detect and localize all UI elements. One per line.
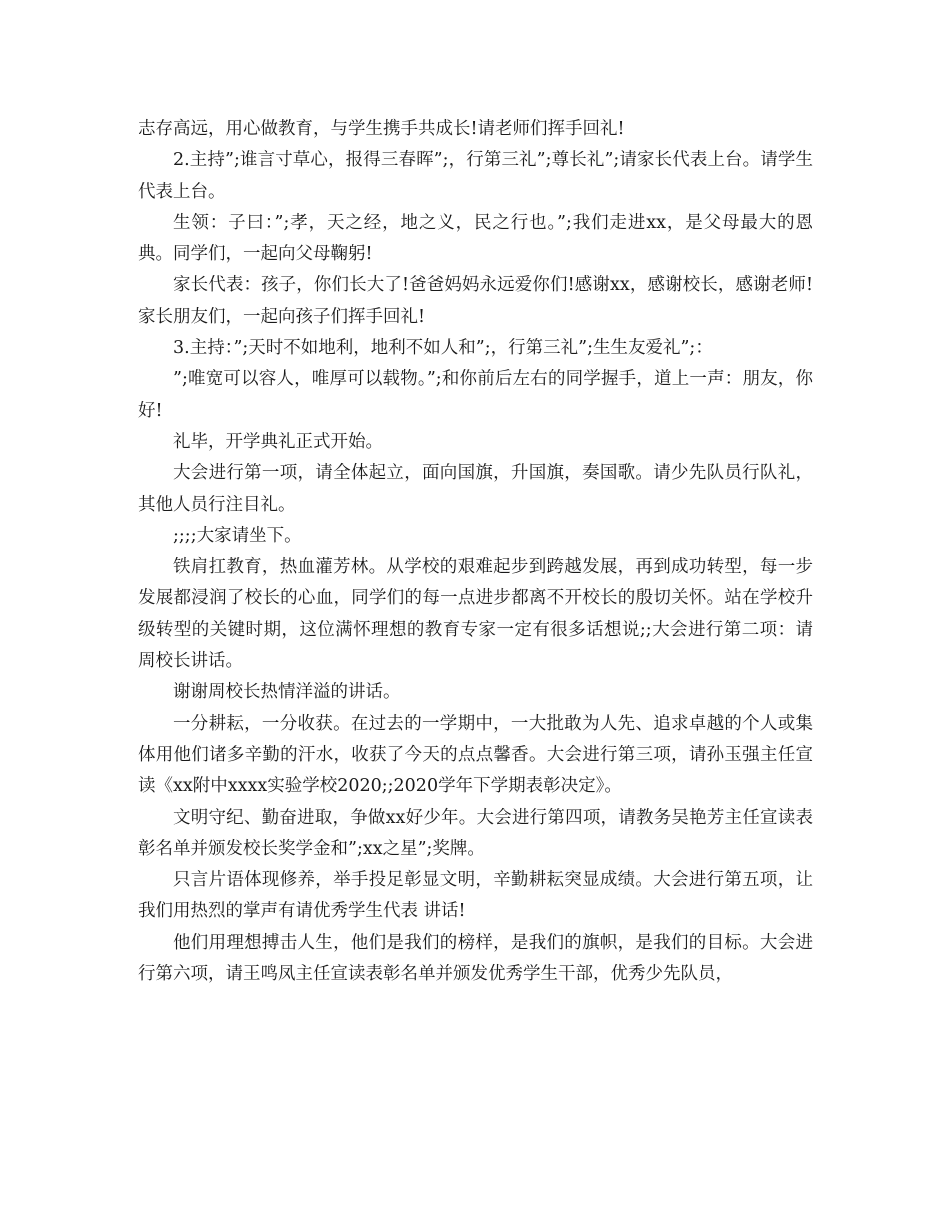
- paragraph-5: 3.主持：”;天时不如地利，地利不如人和”;，行第三礼”;生生友爱礼”;：: [173, 338, 713, 359]
- paragraph-13: 文明守纪、勤奋进取，争做xx好少年。大会进行第四项，请教务吴艳芳主任宣读表彰名单并颁发校长奖学金和”;xx之星”;奖牌。: [138, 807, 813, 859]
- paragraph-15: 他们用理想搏击人生，他们是我们的榜样，是我们的旗帜，是我们的目标。大会进行第六项，请王鸣凤主任宣读表彰名单并颁发优秀学生干部，优秀少先队员，: [138, 932, 813, 985]
- paragraph-12: 一分耕耘，一分收获。在过去的一学期中，一大批敢为人先、追求卓越的个人或集体用他们诸多辛勤的汗水，收获了今天的点点馨香。大会进行第三项，请孙玉强主任宣读《xx附中xxxx实验学校2020;;2020学年下学期表彰决定》。: [138, 713, 813, 797]
- paragraph-11: 谢谢周校长热情洋溢的讲话。: [173, 682, 401, 703]
- paragraph-7: 礼毕，开学典礼正式开始。: [173, 431, 383, 452]
- paragraph-4: 家长代表：孩子，你们长大了!爸爸妈妈永远爱你们!感谢xx，感谢校长，感谢老师!家长朋友们，一起向孩子们挥手回礼!: [138, 275, 813, 327]
- paragraph-14: 只言片语体现修养，举手投足彰显文明，辛勤耕耘突显成绩。大会进行第五项，让我们用热烈的掌声有请优秀学生代表 讲话!: [138, 870, 813, 922]
- paragraph-10: 铁肩扛教育，热血灌芳林。从学校的艰难起步到跨越发展，再到成功转型，每一步发展都浸润了校长的心血，同学们的每一点进步都离不开校长的殷切关怀。站在学校升级转型的关键时期，这位满怀理想的教育专家一定有很多话想说;;大会进行第二项：请周校长讲话。: [138, 557, 813, 672]
- paragraph-6: ”;唯宽可以容人，唯厚可以载物。”;和你前后左右的同学握手，道上一声：朋友，你好!: [138, 369, 813, 421]
- paragraph-1: 志存高远，用心做教育，与学生携手共成长!请老师们挥手回礼!: [138, 119, 625, 139]
- paragraph-3: 生领：子曰：”;孝，天之经，地之义，民之行也。”;我们走进xx，是父母最大的恩典。同学们，一起向父母鞠躬!: [138, 212, 813, 265]
- paragraph-9: ;;;;大家请坐下。: [173, 525, 302, 546]
- document-body: [138, 114, 813, 990]
- paragraph-8: 大会进行第一项，请全体起立，面向国旗，升国旗，奏国歌。请少先队员行队礼，其他人员行注目礼。: [138, 463, 813, 515]
- paragraph-2: 2.主持”;谁言寸草心，报得三春晖”;，行第三礼”;尊长礼”;请家长代表上台。请学生代表上台。: [138, 150, 813, 202]
